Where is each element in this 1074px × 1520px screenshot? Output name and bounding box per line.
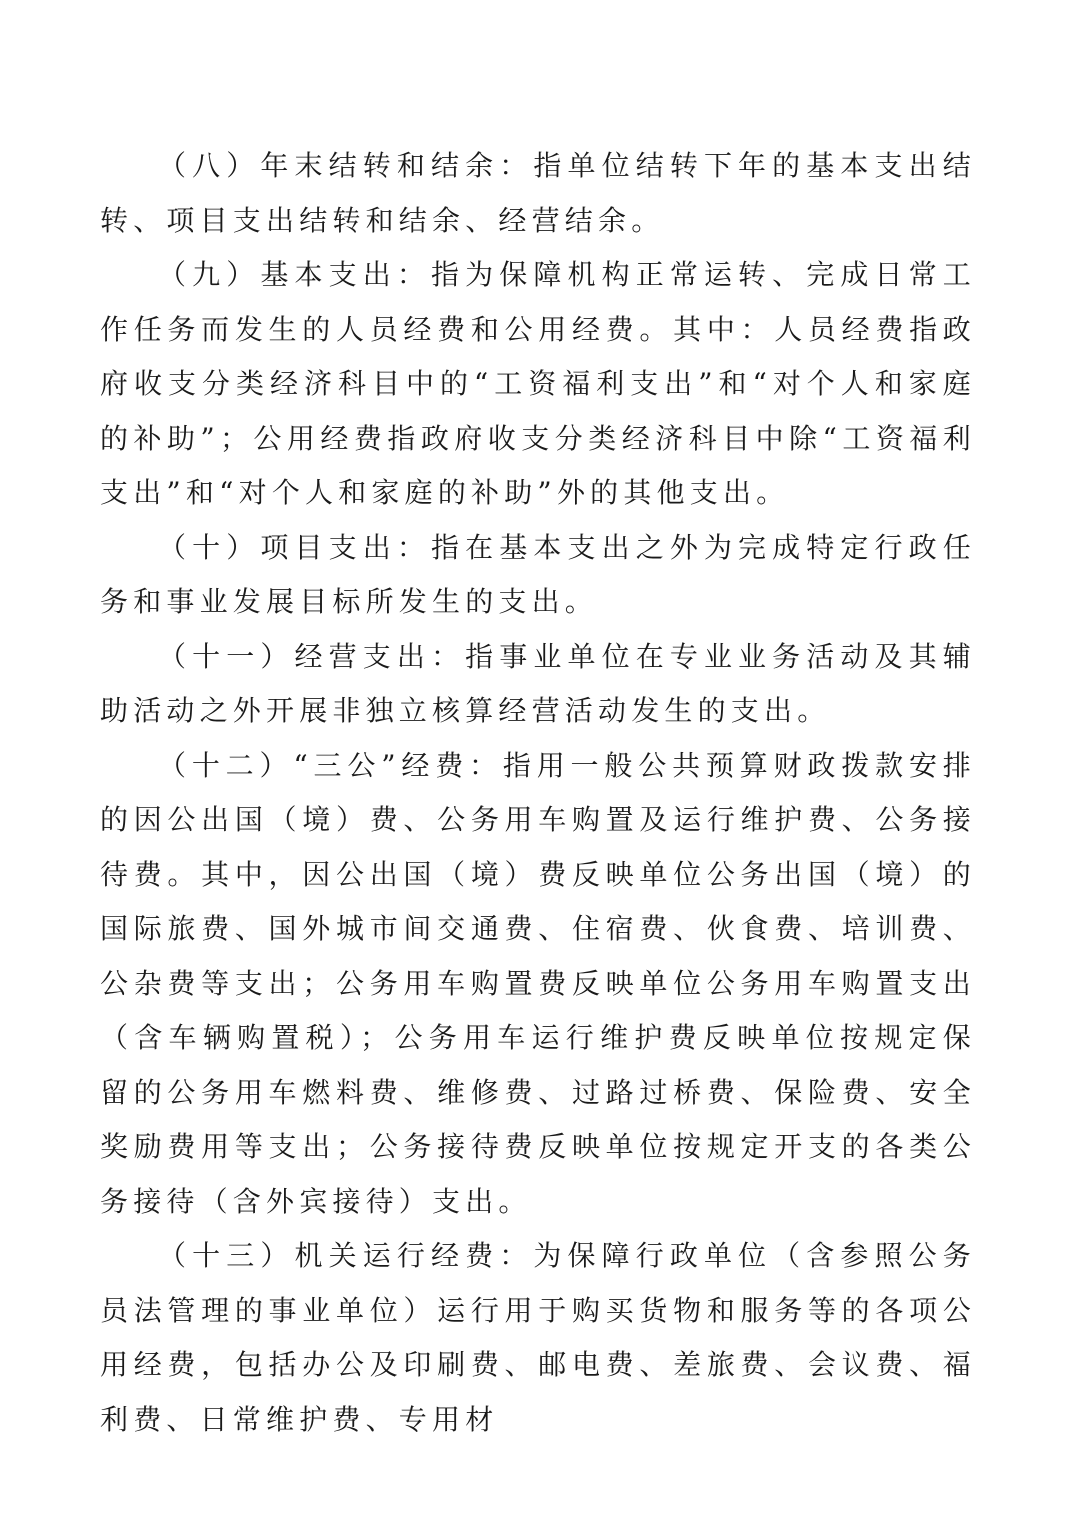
paragraph-13-agency-operating-expenses: （十三）机关运行经费：为保障行政单位（含参照公务员法管理的事业单位）运行用于购买货物和服务等的各项公用经费，包括办公及印刷费、邮电费、差旅费、会议费、福利费、日常维护费、专用材 bbox=[100, 1239, 976, 1436]
paragraph-11-operating-expenditure: （十一）经营支出：指事业单位在专业业务活动及其辅助活动之外开展非独立核算经营活动发生的支出。 bbox=[100, 639, 976, 727]
document-body bbox=[100, 139, 976, 1447]
paragraph-10-project-expenditure: （十）项目支出：指在基本支出之外为完成特定行政任务和事业发展目标所发生的支出。 bbox=[100, 530, 976, 618]
paragraph-12-three-public-expenses: （十二）“三公”经费：指用一般公共预算财政拨款安排的因公出国（境）费、公务用车购置及运行维护费、公务接待费。其中，因公出国（境）费反映单位公务出国（境）的国际旅费、国外城市间交通费、住宿费、伙食费、培训费、公杂费等支出；公务用车购置费反映单位公务用车购置支出（含车辆购置税）；公务用车运行维护费反映单位按规定保留的公务用车燃料费、维修费、过路过桥费、保险费、安全奖励费用等支出；公务接待费反映单位按规定开支的各类公务接待（含外宾接待）支出。 bbox=[100, 748, 976, 1218]
paragraph-8-year-end-balance: （八）年末结转和结余：指单位结转下年的基本支出结转、项目支出结转和结余、经营结余。 bbox=[100, 149, 976, 237]
paragraph-9-basic-expenditure: （九）基本支出：指为保障机构正常运转、完成日常工作任务而发生的人员经费和公用经费。其中：人员经费指政府收支分类经济科目中的“工资福利支出”和“对个人和家庭的补助”；公用经费指政府收支分类经济科目中除“工资福利支出”和“对个人和家庭的补助”外的其他支出。 bbox=[100, 258, 976, 509]
